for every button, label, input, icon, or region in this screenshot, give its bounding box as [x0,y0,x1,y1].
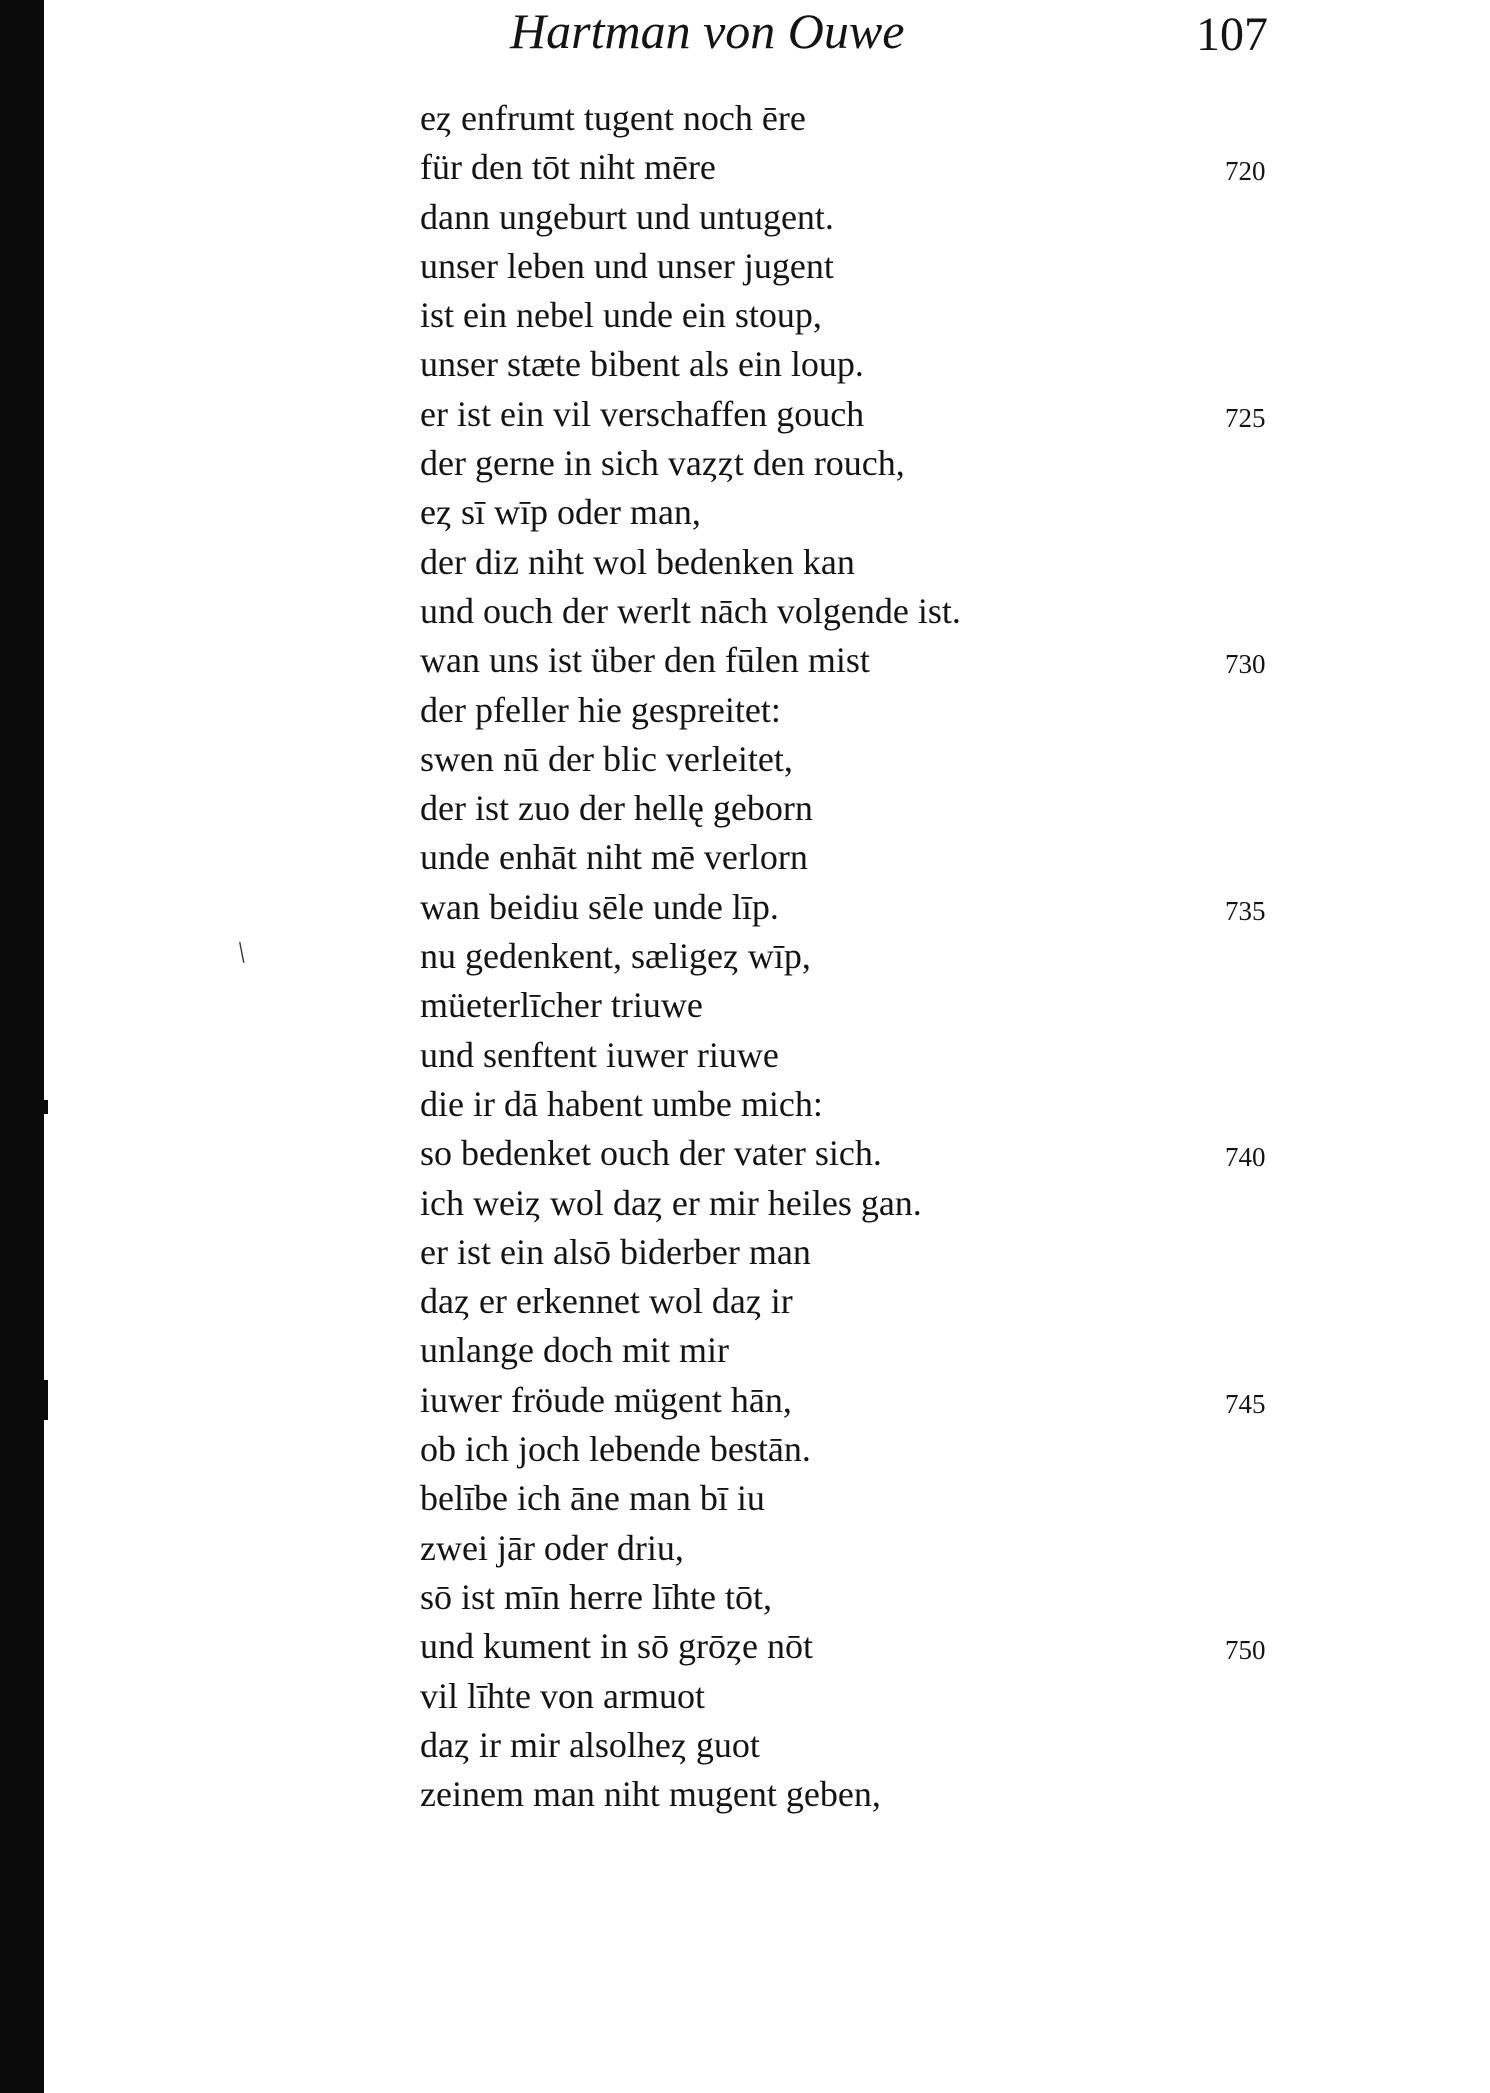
verse-line: unser stæte bibent als ein loup. [420,344,864,385]
verse-line: ist ein nebel unde ein stoup, [420,295,822,336]
verse-line: der diz niht wol bedenken kan [420,541,855,582]
verse-line: die ir dā habent umbe mich: [420,1083,823,1124]
verse-line: eȥ sī wīp oder man, [420,492,701,533]
verse-line: der ist zuo der hellę geborn [420,788,813,829]
line-number: 725 [1225,402,1266,433]
line-number: 750 [1225,1635,1266,1666]
verse-line: und kument in sō grōȥe nōt [420,1626,813,1667]
page-number: 107 [1196,8,1268,61]
verse-line: nu gedenkent, sæligeȥ wīp, [420,936,811,977]
stray-ink-mark: / [230,936,254,969]
verse-line: er ist ein alsō biderber man [420,1231,811,1272]
line-number: 740 [1225,1142,1266,1173]
verse-line: der pfeller hie gespreitet: [420,689,781,730]
verse-line: der gerne in sich vaȥȥt den rouch, [420,443,905,484]
verse-line: unde enhāt niht mē verlorn [420,837,808,878]
line-number: 720 [1225,156,1266,187]
verse-line: belībe ich āne man bī iu [420,1478,765,1519]
line-number: 730 [1225,649,1266,680]
verse-line: unlange doch mit mir [420,1330,729,1371]
verse-line: wan beidiu sēle unde līp. [420,886,779,927]
verse-line: daȥ er erkennet wol daȥ ir [420,1281,793,1322]
verse-line: und ouch der werlt nāch volgende ist. [420,590,961,631]
verse-line: er ist ein vil verschaffen gouch [420,393,865,434]
verse-line: ob ich joch lebende bestān. [420,1429,811,1470]
spine-edge-mark [38,1100,48,1114]
verse-line: swen nū der blic verleitet, [420,738,793,779]
verse-line: iuwer fröude mügent hān, [420,1379,792,1420]
verse-line: unser leben und unser jugent [420,245,834,286]
spine-edge-mark [38,1380,48,1420]
verse-line: müeterlīcher triuwe [420,985,703,1026]
running-title: Hartman von Ouwe [510,3,905,59]
verse-line: vil līhte von armuot [420,1675,705,1716]
verse-line: und senftent iuwer riuwe [420,1034,779,1075]
verse-line: dann ungeburt und untugent. [420,196,834,237]
line-number: 745 [1225,1388,1266,1419]
book-spine-shadow [0,0,44,2093]
verse-line: so bedenket ouch der vater sich. [420,1133,882,1174]
verse-line: wan uns ist über den fūlen mist [420,640,870,681]
verse-line: zwei jār oder driu, [420,1527,684,1568]
verse-line: eȥ enfrumt tugent noch ēre [420,98,806,138]
verse-line: sō ist mīn herre līhte tōt, [420,1576,772,1617]
verse-line: für den tōt niht mēre [420,147,716,188]
verse-line: ich weiȥ wol daȥ er mir heiles gan. [420,1182,922,1223]
verse-line: daȥ ir mir alsolheȥ guot [420,1724,760,1765]
verse-line: zeinem man niht mugent geben, [420,1774,881,1815]
line-number: 735 [1225,895,1266,926]
verse-text [420,94,1200,1819]
